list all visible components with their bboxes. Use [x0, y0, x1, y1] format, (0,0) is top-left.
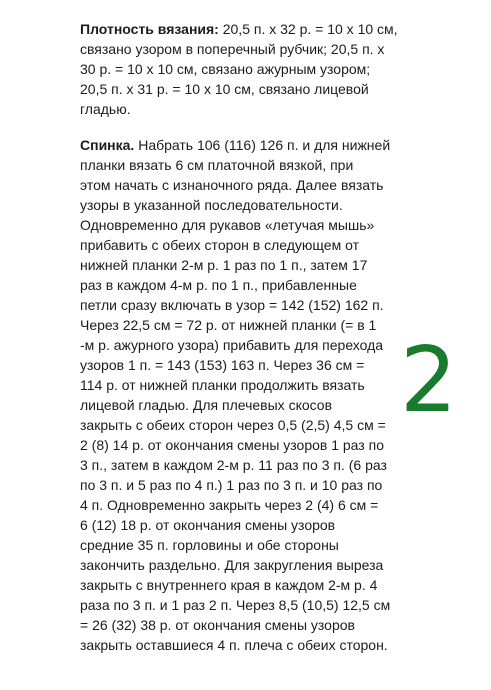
- back-line-5: Одновременно для рукавов «летучая мышь»: [80, 217, 375, 233]
- back-line-25: = 26 (32) 38 р. от окончания смены узоров: [80, 617, 355, 633]
- back-line-1: [80, 135, 412, 155]
- page-number: 2: [400, 328, 458, 433]
- back-line-22: закончить раздельно. Для закругления выреза: [80, 557, 384, 573]
- back-line-16: 2 (8) 14 р. от окончания смены узоров 1 раз по: [80, 437, 384, 453]
- text-column: [80, 19, 412, 655]
- back-line-6: прибавить с обеих сторон в следующем от: [80, 237, 359, 253]
- back-line-17: 3 п., затем в каждом 2-м р. 11 раз по 3 п. (6 раз: [80, 457, 387, 473]
- density-line-1: [80, 19, 412, 39]
- back-line-2: планки вязать 6 см платочной вязкой, при: [80, 157, 354, 173]
- back-line-8: раз в каждом 4-м р. по 1 п., прибавленные: [80, 277, 357, 293]
- back-line-3: этом начать с изнаночного ряда. Далее вязать: [80, 177, 384, 193]
- back-line-13: 114 р. от нижней планки продолжить вязать: [80, 377, 365, 393]
- back-line-24: раза по 3 п. и 1 раз 2 п. Через 8,5 (10,5) 12,5 см: [80, 597, 391, 613]
- back-line-15: закрыть с обеих сторон через 0,5 (2,5) 4,5 см =: [80, 417, 386, 433]
- back-line-21: средние 35 п. горловины и обе стороны: [80, 537, 339, 553]
- back-line-11: -м р. ажурного узора) прибавить для перехода: [80, 337, 384, 353]
- back-line-18: по 3 п. и 5 раз по 4 п.) 1 раз по 3 п. и 10 раз по: [80, 477, 383, 493]
- back-line-9: петли сразу включать в узор = 142 (152) 162 п.: [80, 297, 384, 313]
- density-line-1-text: 20,5 п. х 32 р. = 10 х 10 см,: [218, 21, 398, 37]
- back-line-23: закрыть с внутреннего края в каждом 2-м р. 4: [80, 577, 378, 593]
- density-line-5: гладью.: [80, 101, 131, 117]
- density-line-3: 30 р. = 10 х 10 см, связано ажурным узором;: [80, 61, 371, 77]
- back-line-4: узоры в указанной последовательности.: [80, 197, 343, 213]
- back-line-14: лицевой гладью. Для плечевых скосов: [80, 397, 333, 413]
- back-line-10: Через 22,5 см = 72 р. от нижней планки (= в 1: [80, 317, 377, 333]
- back-line-26: закрыть оставшиеся 4 п. плеча с обеих сторон.: [80, 637, 388, 653]
- density-line-4: 20,5 п. х 31 р. = 10 х 10 см, связано лицевой: [80, 81, 369, 97]
- back-lead: Спинка.: [80, 137, 135, 153]
- back-line-12: узоров 1 п. = 143 (153) 163 п. Через 36 см =: [80, 357, 365, 373]
- density-line-2: связано узором в поперечный рубчик; 20,5 п. х: [80, 41, 385, 57]
- density-paragraph: [80, 19, 412, 119]
- back-line-7: нижней планки 2-м р. 1 раз по 1 п., затем 17: [80, 257, 368, 273]
- back-line-20: 6 (12) 18 р. от окончания смены узоров: [80, 517, 336, 533]
- back-line-1-text: Набрать 106 (116) 126 п. и для нижней: [134, 137, 391, 153]
- density-lead: Плотность вязания:: [80, 21, 219, 37]
- back-paragraph: [80, 135, 412, 655]
- back-line-19: 4 п. Одновременно закрыть через 2 (4) 6 см =: [80, 497, 379, 513]
